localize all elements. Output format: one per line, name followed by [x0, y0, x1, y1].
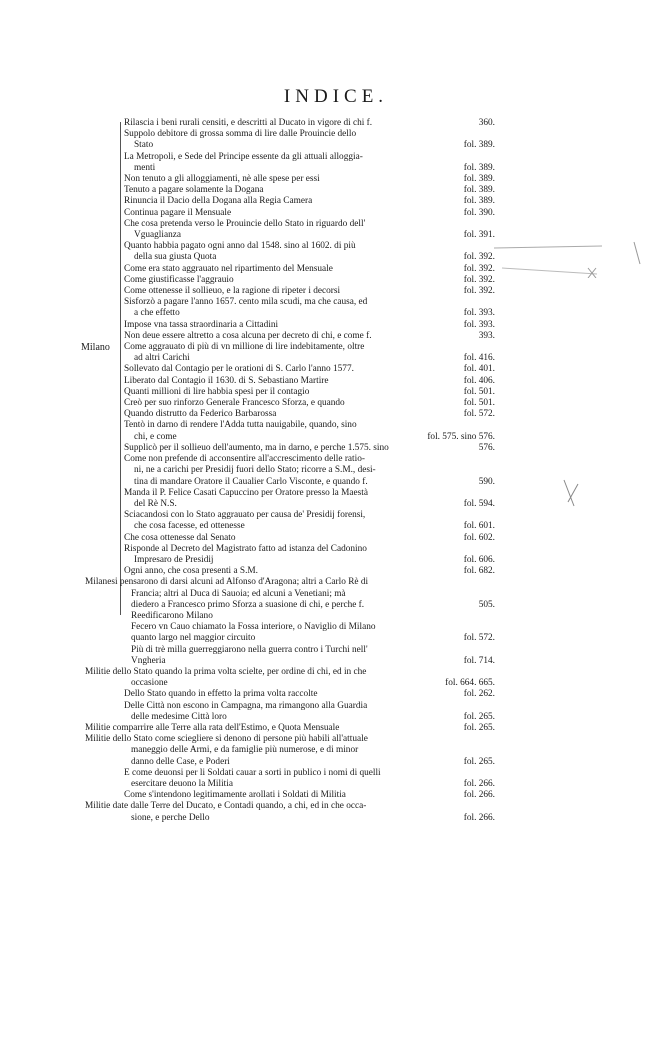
- index-entry: del Rè N.S. fol. 594.: [134, 498, 495, 509]
- index-entry: Vngheria fol. 714.: [131, 655, 495, 666]
- index-entry: danno delle Case, e Poderi fol. 265.: [131, 756, 495, 767]
- index-entry: ni, ne a carichi per Presidij fuori dello Stato; ricorre a S.M., desi-: [134, 465, 376, 476]
- pencil-mark-icon: [492, 238, 642, 278]
- index-entry: quanto largo nel maggior circuito fol. 572.: [131, 633, 495, 644]
- index-entry: sione, e perche Dello fol. 266.: [131, 812, 495, 823]
- index-entry: Risponde al Decreto del Magistrato fatto ad istanza del Cadonino: [124, 543, 367, 554]
- index-entry: Quando distrutto da Federico Barbarossa fol. 572.: [124, 409, 495, 420]
- index-entry: Militie dello Stato quando la prima volta scielte, per ordine di chi, ed in che: [85, 666, 367, 677]
- index-entry: Quanti millioni di lire habbia spesi per il contagio fol. 501.: [124, 386, 495, 397]
- index-entries: [85, 118, 495, 824]
- index-entry: Che cosa pretenda verso le Prouincie dello Stato in riguardo dell': [124, 218, 366, 229]
- index-entry: Sciacandosi con lo Stato aggrauato per causa de' Presidij forensi,: [124, 510, 366, 521]
- index-entry: Ogni anno, che cosa presenti a S.M. fol. 682.: [124, 566, 495, 577]
- index-entry: Sisforzò a pagare l'anno 1657. cento mila scudi, ma che causa, ed: [124, 297, 368, 308]
- index-entry: Tentò in darno di rendere l'Adda tutta nauigabile, quando, sino: [124, 420, 357, 431]
- index-entry: menti fol. 389.: [134, 162, 495, 173]
- index-entry: Vguaglianza fol. 391.: [134, 230, 495, 241]
- index-entry: Fecero vn Cauo chiamato la Fossa interiore, o Naviglio di Milano: [131, 622, 376, 633]
- index-entry: Francia; altri al Duca di Sauoia; ed alcuni a Venetiani; mà: [131, 588, 346, 599]
- index-entry: Non deue essere altretto a cosa alcuna per decreto di chi, e come f. 393.: [124, 330, 495, 341]
- index-entry: Come aggrauato di più di vn millione di lire indebitamente, oltre: [124, 342, 365, 353]
- index-entry: Liberato dal Contagio il 1630. di S. Sebastiano Martire fol. 406.: [124, 375, 495, 386]
- index-entry: Continua pagare il Mensuale fol. 390.: [124, 207, 495, 218]
- index-entry: Non tenuto a gli alloggiamenti, nè alle spese per essi fol. 389.: [124, 174, 495, 185]
- page-title: INDICE.: [283, 86, 389, 107]
- index-entry: occasione fol. 664. 665.: [131, 678, 495, 689]
- index-entry: Come s'intendono legitimamente arollati i Soldati di Militia fol. 266.: [124, 790, 495, 801]
- index-entry: esercitare deuono la Militia fol. 266.: [131, 778, 495, 789]
- pencil-cross-icon: [560, 478, 584, 508]
- index-entry: Manda il P. Felice Casati Capuccino per Oratore presso la Maestà: [124, 487, 368, 498]
- index-entry: Impose vna tassa straordinaria a Cittadini fol. 393.: [124, 319, 495, 330]
- index-entry: Impresaro de Presidij fol. 606.: [134, 554, 495, 565]
- index-entry: Milanesi pensarono di darsi alcuni ad Alfonso d'Aragona; altri a Carlo Rè di: [85, 577, 369, 588]
- index-entry: Suppolo debitore di grossa somma di lire dalle Prouincie dello: [124, 129, 357, 140]
- index-entry: ad altri Carichi fol. 416.: [134, 353, 495, 364]
- index-entry: Militie comparrire alle Terre alla rata dell'Estimo, e Quota Mensuale fol. 265.: [85, 722, 495, 733]
- index-entry: tina di mandare Oratore il Caualier Carlo Visconte, e quando f. 590.: [134, 476, 495, 487]
- index-entry: Come ottenesse il sollieuo, e la ragione di ripeter i decorsi fol. 392.: [124, 286, 495, 297]
- index-entry: Stato fol. 389.: [134, 140, 495, 151]
- index-entry: chi, e come fol. 575. sino 576.: [134, 431, 495, 442]
- index-entry: Sollevato dal Contagio per le orationi di S. Carlo l'anno 1577. fol. 401.: [124, 364, 495, 375]
- milano-side-label: Milano: [81, 342, 110, 353]
- index-entry: Creò per suo rinforzo Generale Francesco Sforza, e quando fol. 501.: [124, 398, 495, 409]
- index-entry: Reedificarono Milano: [131, 610, 213, 621]
- index-entry: Come era stato aggrauato nel ripartimento del Mensuale fol. 392.: [124, 263, 495, 274]
- index-entry: Come giustificasse l'aggrauio fol. 392.: [124, 274, 495, 285]
- index-entry: Militie date dalle Terre del Ducato, e Contadi quando, a chi, ed in che occa-: [85, 801, 367, 812]
- index-entry: a che effetto fol. 393.: [134, 308, 495, 319]
- index-entry: Delle Città non escono in Campagna, ma rimangono alla Guardia: [124, 700, 368, 711]
- index-entry: Tenuto a pagare solamente la Dogana fol. 389.: [124, 185, 495, 196]
- index-entry: maneggio delle Armi, e da famiglie più numerose, e di minor: [131, 745, 359, 756]
- index-entry: Supplicò per il sollieuo dell'aumento, ma in darno, e perche 1.575. sino 576.: [124, 442, 495, 453]
- index-entry: Rinuncia il Dacio della Dogana alla Regia Camera fol. 389.: [124, 196, 495, 207]
- index-entry: Quanto habbia pagato ogni anno dal 1548. sino al 1602. di più: [124, 241, 356, 252]
- index-entry: Come non prefende di acconsentire all'accrescimento delle ratio-: [124, 454, 365, 465]
- index-entry: Che cosa ottenesse dal Senato fol. 602.: [124, 532, 495, 543]
- index-entry: Rilascia i beni rurali censiti, e descritti al Ducato in vigore di chi f. 360.: [124, 118, 495, 128]
- index-entry: La Metropoli, e Sede del Principe essente da gli attuali alloggia-: [124, 151, 363, 162]
- index-entry: delle medesime Città loro fol. 265.: [131, 711, 495, 722]
- index-entry: della sua giusta Quota fol. 392.: [134, 252, 495, 263]
- index-entry: che cosa facesse, ed ottenesse fol. 601.: [134, 521, 495, 532]
- index-entry: diedero a Francesco primo Sforza a suasione di chi, e perche f. 505.: [131, 599, 495, 610]
- index-entry: Più di trè milla guerreggiarono nella guerra contro i Turchi nell': [131, 644, 368, 655]
- index-entry: Dello Stato quando in effetto la prima volta raccolte fol. 262.: [124, 689, 495, 700]
- index-entry: E come deuonsi per li Soldati cauar a sorti in publico i nomi di quelli: [124, 767, 381, 778]
- index-entry: Militie dello Stato come sciegliere si denono di persone più habili all'attuale: [85, 734, 368, 745]
